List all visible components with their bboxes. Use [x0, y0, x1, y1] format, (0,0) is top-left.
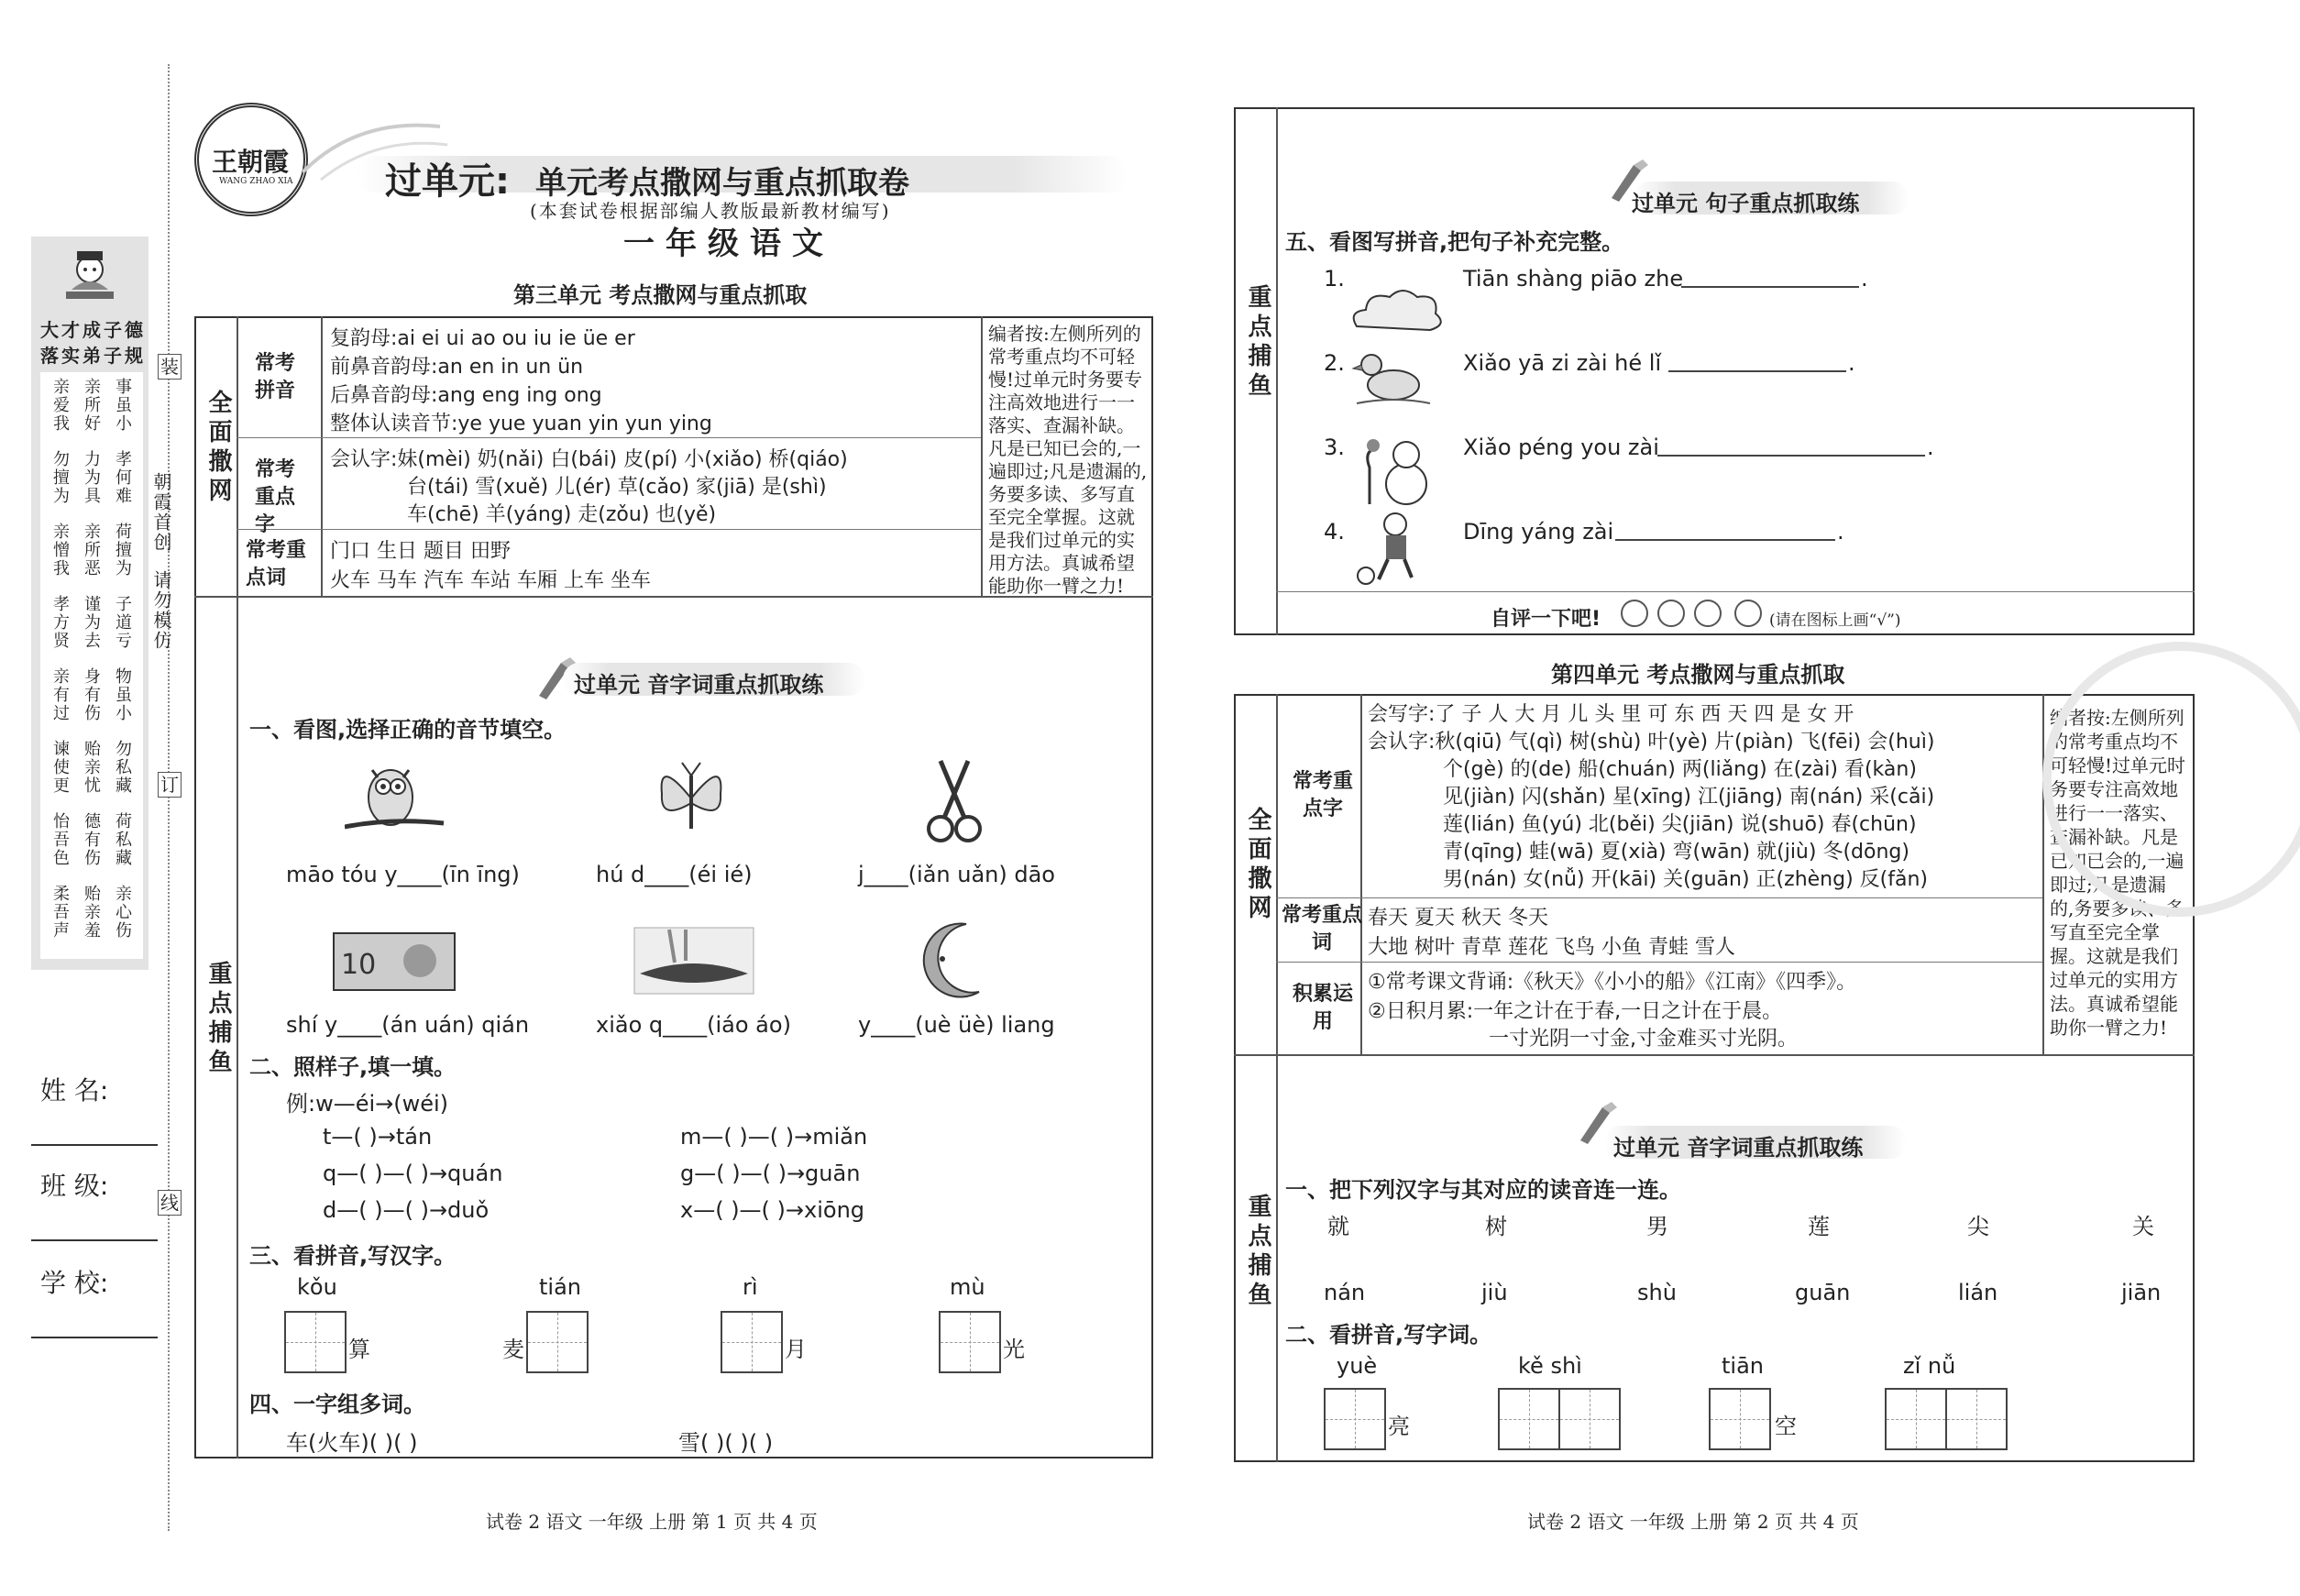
logo-text: 王朝霞 [212, 147, 290, 177]
unit3-q4-line-1: 车(火车)( )( ) [286, 1430, 418, 1456]
motto-line-1: 大才成子德 [40, 319, 146, 341]
unit3-q3-title: 三、看拼音,写汉字。 [249, 1243, 457, 1269]
school-label: 学 校: [40, 1268, 109, 1298]
unit3-q3-char-3: 月 [785, 1337, 807, 1362]
poem-column: 物虽小 [113, 667, 132, 722]
class-field[interactable] [31, 1239, 158, 1241]
stamp-text-2: 请勿模仿 [150, 570, 172, 651]
unit3-word-line-2: 火车 马车 汽车 车站 车厢 上车 坐车 [330, 569, 651, 592]
unit3-editor-note: 编者按:左侧所列的常考重点均不可轻慢!过单元时务要专注高效地进行一一落实、查漏补缺。凡是已知已会的,一遍即过;凡是遗漏的,务要多读、多写直至完全掌握。这就是我们过单元的实用方法。真诚希望能助你一臂之力! [988, 323, 1148, 597]
q5-text-1: Tiān shàng piāo zhe [1463, 266, 1684, 292]
self-eval-label: 自评一下吧! [1491, 608, 1601, 631]
football-picture [1351, 510, 1434, 590]
unit4-q2-suffix-1: 亮 [1388, 1414, 1410, 1439]
unit3-focus-label: 重点捕鱼 [204, 961, 232, 1078]
footer-right: 试卷 2 语文 一年级 上册 第 2 页 共 4 页 [1527, 1511, 1859, 1533]
unit3-q2-example: 例:w—éi→(wéi) [286, 1091, 449, 1117]
poem-column: 勿擅为 [50, 450, 70, 505]
unit3-practice-title: 过单元 音字词重点抓取练 [574, 672, 824, 698]
poem-body [40, 372, 143, 959]
poem-column: 亲爱我 [50, 378, 70, 433]
q5-num-3: 3. [1324, 435, 1345, 460]
unit4-row-label-3: 积累运用 [1292, 983, 1353, 1033]
unit3-row-label-2: 常考重点字 [255, 458, 296, 536]
unit3-word-line-1: 门口 生日 题目 田野 [330, 540, 511, 563]
unit3-q2-line-2b: g—( )—( )→guān [680, 1161, 861, 1186]
poem-column: 亲所恶 [82, 523, 101, 578]
poem-column: 身有伤 [82, 667, 101, 722]
q5-answer-3[interactable] [1657, 455, 1925, 457]
neutral-face-icon[interactable] [1657, 600, 1685, 627]
unit4-word-line-1: 春天 夏天 秋天 冬天 [1368, 907, 1548, 930]
q5-text-3: Xiǎo péng you zài [1463, 435, 1659, 460]
writing-grid[interactable] [1324, 1388, 1386, 1450]
title-main: 过单元: [385, 160, 510, 203]
right-top-focus-label: 重点捕鱼 [1244, 284, 1271, 402]
poem-column: 勿私藏 [113, 740, 132, 795]
poem-column: 孝何难 [113, 450, 132, 505]
match-char[interactable]: 男 [1646, 1214, 1668, 1239]
unit3-q4-line-2: 雪( )( )( ) [678, 1430, 774, 1456]
unit3-q3-pinyin-1: kǒu [297, 1274, 337, 1300]
smile-face-icon[interactable] [1694, 600, 1722, 627]
writing-grid[interactable] [1558, 1388, 1621, 1450]
poem-column: 亲心伤 [113, 885, 132, 940]
svg-text:10: 10 [341, 949, 377, 981]
snowman-picture [1351, 431, 1434, 512]
grade-title: 一年级语文 [623, 226, 834, 262]
writing-grid[interactable] [1885, 1388, 1947, 1450]
name-field[interactable] [31, 1144, 158, 1146]
unit4-q2-pinyin-3: tiān [1722, 1353, 1764, 1379]
moon-picture [915, 919, 988, 1005]
unit3-section-label: 全面撒网 [204, 390, 232, 507]
unit3-pinyin-line-1: 复韵母:ai ei ui ao ou iu ie üe er [330, 327, 635, 350]
motto-line-2: 落实弟子规 [40, 345, 146, 367]
q5-answer-2[interactable] [1668, 370, 1846, 372]
match-char[interactable]: 树 [1485, 1214, 1507, 1239]
poem-column: 亲有过 [50, 667, 70, 722]
poem-column: 谏使更 [50, 740, 70, 795]
match-pinyin[interactable]: jiān [2121, 1280, 2162, 1305]
writing-grid[interactable] [1498, 1388, 1560, 1450]
unit4-q2-pinyin-2: kě shì [1518, 1353, 1582, 1379]
binding-seal-1: 装 [158, 354, 182, 380]
match-pinyin[interactable]: lián [1958, 1280, 1998, 1305]
poem-column: 贻亲忧 [82, 740, 101, 795]
unit3-q1-item-6: y____(uè üè) liang [858, 1012, 1055, 1038]
match-char[interactable]: 关 [2132, 1214, 2154, 1239]
unit3-q3-pinyin-4: mù [950, 1274, 985, 1300]
duck-picture [1351, 343, 1434, 414]
unit4-focus-label: 重点捕鱼 [1244, 1194, 1271, 1311]
unit3-q3-pre-2: 麦 [502, 1337, 524, 1362]
footer-left: 试卷 2 语文 一年级 上册 第 1 页 共 4 页 [486, 1511, 818, 1533]
scissors-picture [922, 757, 986, 849]
poem-column: 荷擅为 [113, 523, 132, 578]
boat-picture [633, 926, 755, 999]
q5-num-2: 2. [1324, 350, 1345, 376]
unit4-q1-title: 一、把下列汉字与其对应的读音连一连。 [1285, 1177, 1681, 1203]
unit4-row-label-2: 常考重点词 [1282, 904, 1363, 954]
unit3-q3-char-4: 光 [1003, 1337, 1025, 1362]
unit3-q2-title: 二、照样子,填一填。 [249, 1054, 457, 1080]
unit4-heading: 第四单元 考点撒网与重点抓取 [1551, 661, 1845, 688]
unit3-q2-line-3a: d—( )—( )→duǒ [323, 1197, 490, 1223]
banknote-picture [332, 931, 457, 996]
stamp-text-1: 朝霞首创 [150, 472, 172, 553]
poem-column: 荷私藏 [113, 812, 132, 867]
unit4-apply-line-2: ②日积月累:一年之计在于春,一日之计在于晨。 [1368, 1000, 1783, 1023]
unit3-q1-item-2: hú d____(éi ié) [596, 862, 753, 887]
unit3-q1-item-5: xiǎo q____(iáo áo) [596, 1012, 791, 1038]
unit3-char-line-1: 会认字:妹(mèi) 奶(nǎi) 白(bái) 皮(pí) 小(xiǎo) 桥(qiáo) [330, 448, 848, 471]
logo-subtext: WANG ZHAO XIA [219, 177, 293, 186]
match-pinyin[interactable]: guān [1795, 1280, 1851, 1305]
unit4-char-line-3: 个(gè) 的(de) 船(chuán) 两(liǎng) 在(zài) 看(kàn) [1443, 758, 1917, 781]
sad-face-icon[interactable] [1621, 600, 1648, 627]
sentence-banner-title: 过单元 句子重点抓取练 [1632, 191, 1860, 216]
binding-seal-3: 线 [158, 1190, 182, 1216]
poem-column: 事虽小 [113, 378, 132, 433]
q5-answer-1[interactable] [1681, 286, 1859, 288]
binding-seal-2: 订 [158, 772, 182, 798]
unit3-pinyin-line-2: 前鼻音韵母:an en in un ün [330, 356, 584, 379]
poem-column: 亲憎我 [50, 523, 70, 578]
unit3-q1-item-1: māo tóu y____(īn īng) [286, 862, 520, 887]
q5-num-4: 4. [1324, 519, 1345, 545]
unit3-q3-pinyin-2: tián [539, 1274, 581, 1300]
school-field[interactable] [31, 1337, 158, 1338]
writing-grid[interactable] [284, 1311, 347, 1373]
unit3-q2-line-1b: m—( )—( )→miǎn [680, 1124, 868, 1150]
unit4-word-line-2: 大地 树叶 青草 莲花 飞鸟 小鱼 青蛙 雪人 [1368, 936, 1735, 959]
poem-column: 谨为去 [82, 595, 101, 650]
unit4-q2-pinyin-1: yuè [1337, 1353, 1378, 1379]
poem-column: 力为具 [82, 450, 101, 505]
butterfly-picture [655, 757, 728, 843]
unit3-pinyin-line-4: 整体认读音节:ye yue yuan yin yun ying [330, 413, 712, 435]
writing-grid[interactable] [1945, 1388, 2008, 1450]
unit3-q3-char-1: 算 [348, 1337, 370, 1362]
unit4-char-line-5: 莲(lián) 鱼(yú) 北(běi) 尖(jiān) 说(shuō) 春(chūn) [1443, 813, 1917, 836]
cloud-picture [1348, 284, 1448, 339]
unit3-heading: 第三单元 考点撒网与重点抓取 [513, 281, 808, 308]
happy-face-icon[interactable] [1734, 600, 1762, 627]
edition-note: (本套试卷根据部编人教版最新教材编写) [530, 200, 891, 222]
self-eval-note: (请在图标上画“√”) [1769, 611, 1901, 630]
match-char[interactable]: 就 [1327, 1214, 1349, 1239]
match-char[interactable]: 尖 [1967, 1214, 1989, 1239]
title-sub: 单元考点撒网与重点抓取卷 [535, 165, 909, 202]
poem-column: 贻亲羞 [82, 885, 101, 940]
unit4-q2-title: 二、看拼音,写字词。 [1285, 1322, 1492, 1348]
unit4-row-label-1: 常考重点字 [1292, 770, 1353, 820]
motto-panel [31, 237, 149, 970]
writing-grid[interactable] [1709, 1388, 1771, 1450]
unit4-char-line-4: 见(jiàn) 闪(shǎn) 星(xīng) 江(jiāng) 南(nán) 采(cǎi) [1443, 786, 1935, 809]
brand-logo [194, 103, 308, 216]
watermark-seal [2042, 642, 2300, 917]
unit3-pinyin-line-3: 后鼻音韵母:ang eng ing ong [330, 384, 602, 407]
unit3-q1-title: 一、看图,选择正确的音节填空。 [249, 717, 567, 743]
scholar-picture [57, 246, 123, 314]
unit4-char-line-6: 青(qīng) 蛙(wā) 夏(xià) 弯(wān) 就(jiù) 冬(dōng) [1443, 841, 1909, 864]
poem-column: 亲所好 [82, 378, 101, 433]
writing-grid[interactable] [721, 1311, 783, 1373]
unit4-char-line-2: 会认字:秋(qiū) 气(qì) 树(shù) 叶(yè) 片(piàn) 飞(fēi) 会(huì) [1368, 731, 1935, 754]
writing-grid[interactable] [939, 1311, 1001, 1373]
owl-picture [345, 757, 446, 843]
unit3-q1-item-4: shí y____(án uán) qián [286, 1012, 530, 1038]
poem-column: 德有伤 [82, 812, 101, 867]
unit4-char-line-1: 会写字:了 子 人 大 月 儿 头 里 可 东 西 天 四 是 女 开 [1368, 703, 1854, 726]
unit3-row-label-1: 常考拼音 [255, 352, 296, 402]
poem-column: 子道亏 [113, 595, 132, 650]
q5-num-1: 1. [1324, 266, 1345, 292]
q5-text-4: Dīng yáng zài [1463, 519, 1614, 545]
unit3-q2-line-2a: q—( )—( )→quán [323, 1161, 503, 1186]
unit4-q2-pinyin-4: zǐ nǚ [1903, 1353, 1956, 1379]
poem-column: 孝方贤 [50, 595, 70, 650]
binding-dotted-line [168, 64, 170, 1531]
unit3-q1-item-3: j____(iǎn uǎn) dāo [858, 862, 1055, 887]
match-pinyin[interactable]: shù [1637, 1280, 1677, 1305]
unit3-q2-line-1a: t—( )→tán [323, 1124, 433, 1150]
poem-column: 柔吾声 [50, 885, 70, 940]
match-pinyin[interactable]: jiù [1481, 1280, 1508, 1305]
name-label: 姓 名: [40, 1075, 109, 1106]
q5-text-2: Xiǎo yā zi zài hé lǐ [1463, 350, 1662, 376]
writing-grid[interactable] [526, 1311, 589, 1373]
unit3-q3-pinyin-3: rì [743, 1274, 758, 1300]
unit3-q2-line-3b: x—( )—( )→xiōng [680, 1197, 865, 1223]
poem-column: 怡吾色 [50, 812, 70, 867]
match-char[interactable]: 莲 [1808, 1214, 1830, 1239]
match-pinyin[interactable]: nán [1324, 1280, 1366, 1305]
unit4-apply-line-3: 一寸光阴一寸金,寸金难买寸光阴。 [1489, 1028, 1798, 1051]
unit4-char-line-7: 男(nán) 女(nǚ) 开(kāi) 关(guān) 正(zhèng) 反(fǎn) [1443, 868, 1928, 891]
unit4-section-label: 全面撒网 [1244, 807, 1271, 924]
class-label: 班 级: [40, 1171, 109, 1201]
unit3-q4-title: 四、一字组多词。 [249, 1392, 425, 1417]
unit4-apply-line-1: ①常考课文背诵:《秋天》《小小的船》《江南》《四季》。 [1368, 971, 1857, 994]
unit4-q2-suffix-3: 空 [1775, 1414, 1797, 1439]
q5-title: 五、看图写拼音,把句子补充完整。 [1285, 229, 1624, 255]
unit3-char-line-3: 车(chē) 羊(yáng) 走(zǒu) 也(yě) [407, 503, 717, 526]
unit4-practice-title: 过单元 音字词重点抓取练 [1613, 1135, 1864, 1161]
unit3-char-line-2: 台(tái) 雪(xuě) 儿(ér) 草(cǎo) 家(jiā) 是(shì) [407, 476, 827, 499]
q5-answer-4[interactable] [1615, 539, 1835, 541]
unit3-row-label-3: 常考重点词 [246, 539, 307, 589]
unit4-editor-note: 编者按:左侧所列的常考重点均不可轻慢!过单元时务要专注高效地进行一一落实、查漏补缺。凡是已知已会的,一遍即过;凡是遗漏的,务要多读、多写直至完全掌握。这就是我们过单元的实用方法。真诚希望能助你一臂之力! [2050, 707, 2186, 1039]
